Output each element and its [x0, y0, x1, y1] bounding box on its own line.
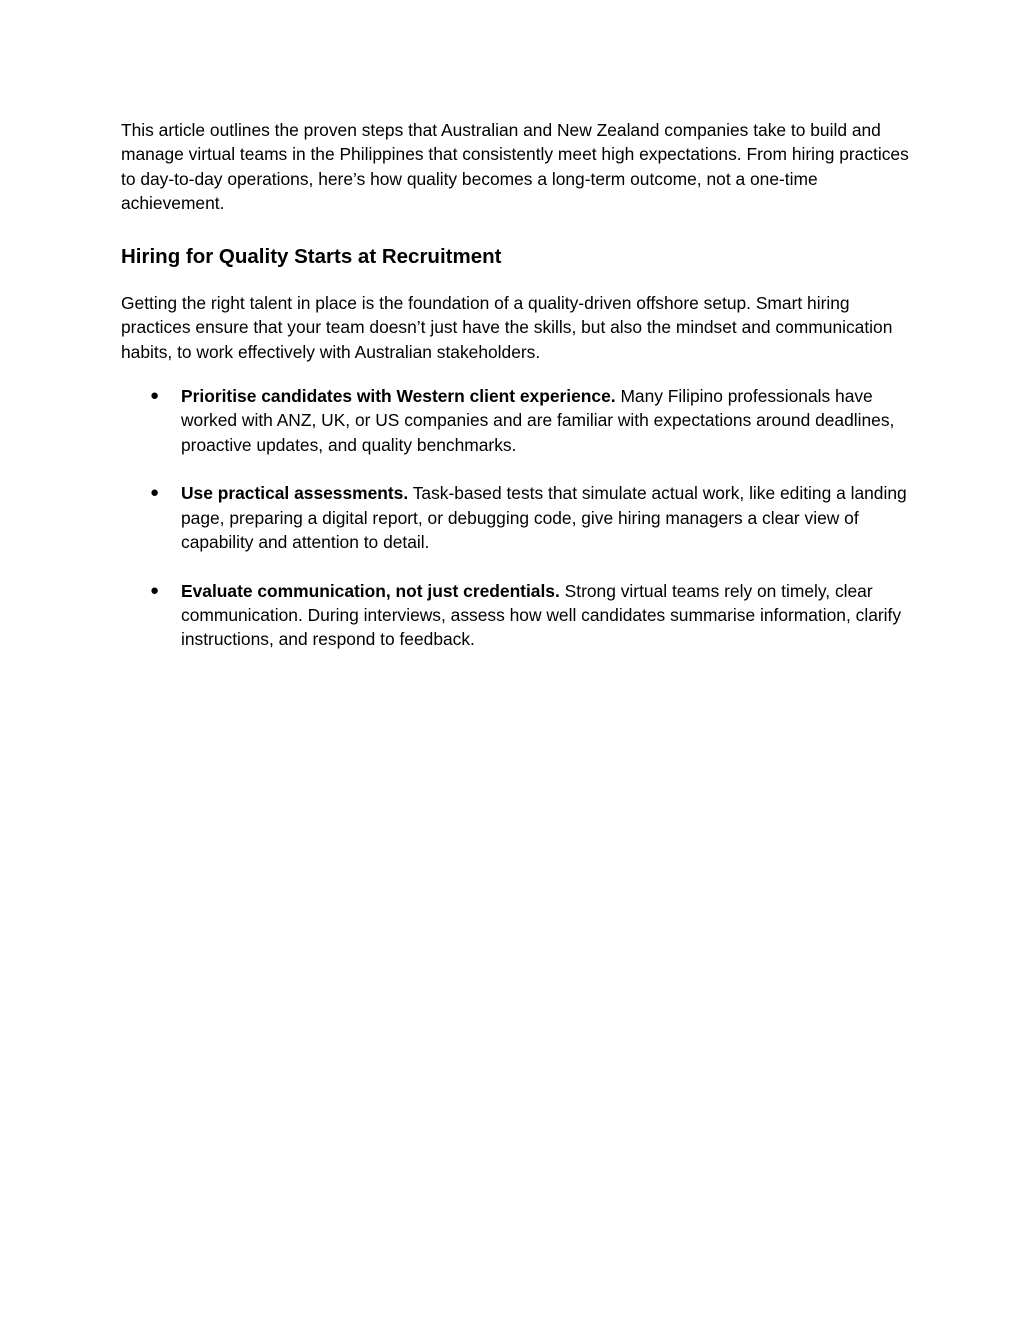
- bullet-text: Task-based tests that simulate actual work, like editing a landing page, preparing a digital report, or debugging code, give hiring managers a clear view of capability and attention to detail.: [181, 483, 907, 553]
- bullet-icon: ●: [150, 387, 160, 405]
- bullet-text: Many Filipino professionals have worked with ANZ, UK, or US companies and are familiar with expectations around deadlines, proactive updates, and quality benchmarks.: [181, 386, 895, 455]
- section-body-paragraph: Getting the right talent in place is the foundation of a quality-driven offshore setup. Smart hiring practices ensure that your team doesn’t just have the skills, but also the mindset and communication habits, to work effectively with Australian stakeholders.: [121, 293, 893, 362]
- list-item: [121, 579, 911, 652]
- intro-paragraph: This article outlines the proven steps that Australian and New Zealand companies take to build and manage virtual teams in the Philippines that consistently meet high expectations. From hiring practices to day-to-day operations, here’s how quality becomes a long-term outcome, not a one-time achievement.: [121, 120, 909, 213]
- bullet-lead-text: Prioritise candidates with Western client experience.: [181, 386, 616, 407]
- section-heading: Hiring for Quality Starts at Recruitment: [121, 245, 502, 269]
- list-item: [121, 384, 911, 457]
- bullet-lead-text: Use practical assessments.: [181, 483, 409, 504]
- bullet-icon: ●: [150, 484, 160, 502]
- bullet-text: Strong virtual teams rely on timely, clear communication. During interviews, assess how well candidates summarise information, clarify instructions, and respond to feedback.: [181, 580, 902, 650]
- list-item: [121, 481, 911, 554]
- bullet-lead-text: Evaluate communication, not just credentials.: [181, 580, 560, 601]
- bullet-icon: ●: [150, 581, 160, 599]
- document-page: [121, 118, 911, 676]
- bullet-list: [121, 384, 911, 652]
